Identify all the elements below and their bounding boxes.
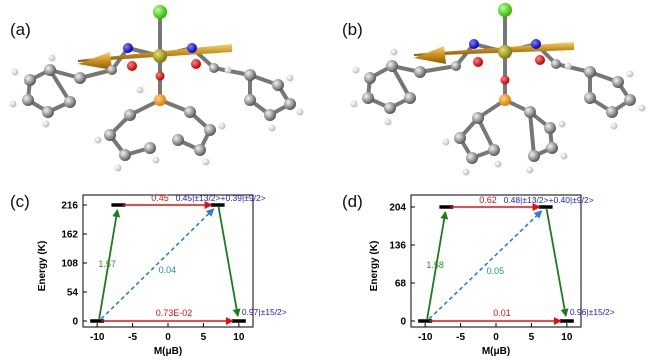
transition-label-bottom: 0.73E-02 [155,308,193,318]
y-tick-label: 68 [394,278,406,290]
x-tick-label: -10 [417,332,433,343]
nitrogen-atom-b1 [469,39,479,49]
diagram-marks-c [90,193,287,321]
y-tick-label: 0 [72,316,78,328]
y-tick-label: 0 [400,316,406,328]
panel-label-d: (d) [342,192,363,211]
x-axis-label-d: M(μB) [481,346,511,357]
transition-label-diagonal: 0.05 [486,266,505,276]
chlorine-atom-a [153,5,167,19]
metal-atom-b [498,45,512,59]
panel-label-c: (c) [10,192,30,211]
x-tick-label: 0 [165,332,171,343]
energy-diagram-d [369,195,615,357]
x-tick-label: 5 [200,332,207,343]
x-tick-label: 10 [233,332,245,343]
y-axis-label-d: Energy (K) [369,240,380,292]
transition-arrow-diagonal [101,209,213,319]
state-label-top: 0.48|±13/2>+0.40|±9/2> [503,195,594,205]
y-tick-label: 162 [61,229,78,241]
x-tick-label: 10 [561,332,573,343]
x-tick-labels-d [418,323,573,343]
diagram-marks-d [418,195,615,321]
transition-arrow-right [547,209,566,316]
oxygen-atom-a1 [127,61,137,71]
x-axis-label-c: M(μB) [153,346,183,357]
transition-arrow-diagonal [429,211,541,319]
metal-atom-a [153,49,167,63]
y-tick-label: 216 [61,200,78,212]
nitrogen-atom-a2 [187,43,197,53]
x-tick-labels-c [90,323,245,343]
phosphorus-atom-b [499,94,511,106]
oxygen-atom-b1 [473,57,483,67]
carbon-atoms-b [362,59,636,164]
panel-label-b: (b) [342,20,363,39]
transition-label-left: 1.58 [426,260,444,270]
y-tick-label: 54 [66,287,78,299]
oxygen-atom-a2 [191,59,201,69]
oxygen-atom-b3 [501,76,510,85]
transition-arrow-right [219,207,238,316]
y-tick-label: 136 [389,240,406,252]
state-label-bottom: 0.97|±15/2> [241,307,287,317]
state-label-top: 0.45|±13/2>+0.39|±9/2> [175,193,266,203]
bonds-a [28,12,290,155]
phosphorus-atom-a [154,94,166,106]
transition-label-top: 0.62 [479,195,497,205]
nitrogen-atom-b2 [531,39,541,49]
molecule-a [10,5,304,172]
transition-label-top: 0.45 [151,193,169,203]
x-tick-label: 5 [528,332,535,343]
oxygen-atom-a3 [156,72,165,81]
x-tick-label: -5 [456,332,466,343]
chlorine-atom-b [498,3,512,17]
panel-label-a: (a) [10,20,31,39]
state-label-bottom: 0.96|±15/2> [569,307,615,317]
oxygen-atom-b2 [535,55,545,65]
y-axis-label-c: Energy (K) [37,240,48,292]
x-tick-label: -5 [128,332,138,343]
bonds-b [368,10,630,158]
transition-label-left: 1.57 [98,259,116,269]
x-tick-label: 0 [493,332,499,343]
x-tick-label: -10 [89,332,105,343]
transition-label-bottom: 0.01 [493,308,511,318]
y-tick-label: 108 [61,258,78,270]
y-tick-label: 204 [389,202,406,214]
molecule-b [351,3,646,176]
energy-diagram-c [37,193,287,357]
transition-label-diagonal: 0.04 [158,265,177,275]
nitrogen-atom-a1 [123,43,133,53]
